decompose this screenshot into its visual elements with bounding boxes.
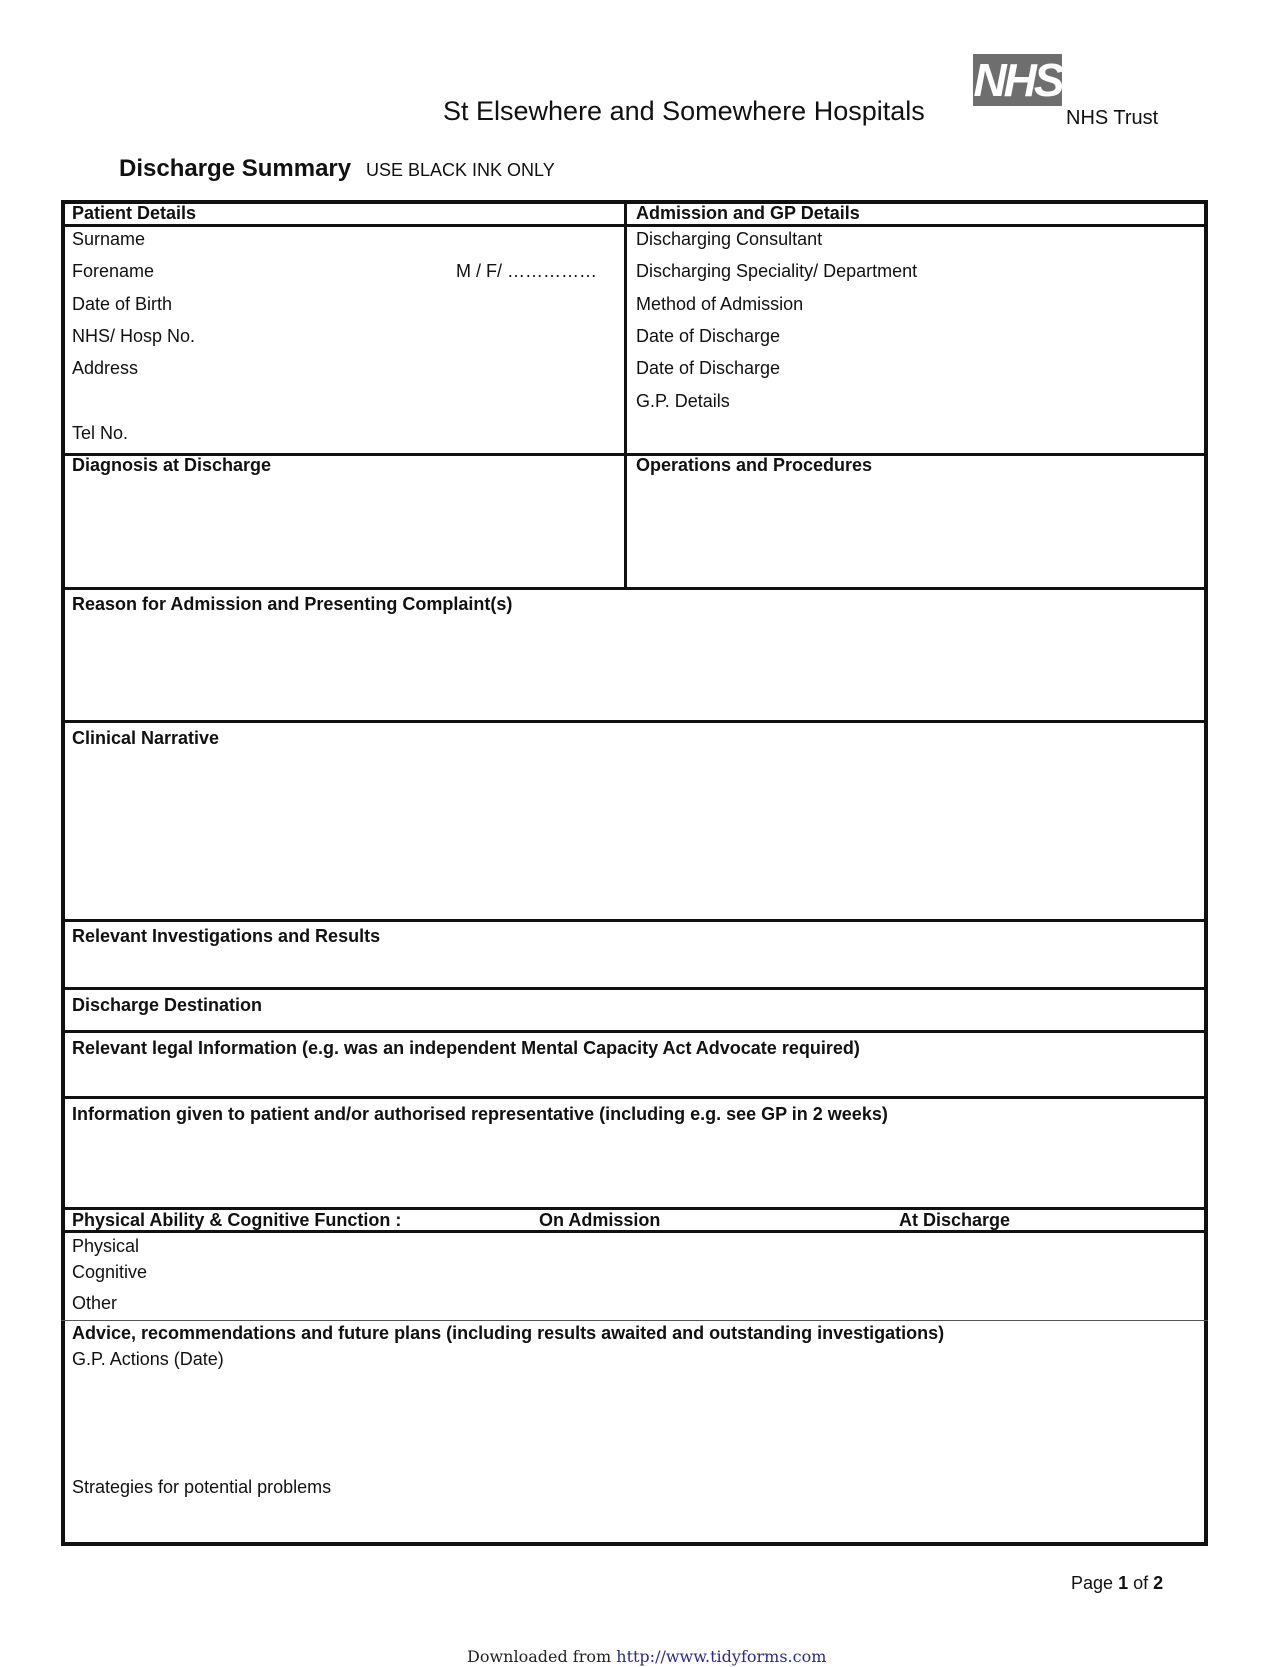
divider-information — [61, 1096, 1208, 1099]
divider-top-header — [61, 224, 1208, 227]
nhs-logo: NHS — [973, 54, 1062, 106]
discharge-date-label: Date of Discharge — [636, 326, 781, 346]
advice-heading: Advice, recommendations and future plans (including results awaited and outstanding investigations) — [72, 1323, 945, 1343]
reason-heading: Reason for Admission and Presenting Complaint(s) — [72, 594, 513, 614]
tel-label: Tel No. — [72, 423, 129, 443]
nhs-no-label: NHS/ Hosp No. — [72, 326, 196, 346]
surname-label: Surname — [72, 229, 146, 249]
sex-field: M / F/ …………… — [456, 261, 597, 281]
physical-label: Physical — [72, 1236, 140, 1256]
divider-reason — [61, 587, 1208, 590]
divider-destination — [61, 987, 1208, 990]
page-current: 1 — [1118, 1573, 1129, 1593]
column-divider — [624, 200, 627, 588]
operations-heading: Operations and Procedures — [636, 455, 873, 475]
nhs-trust-label: NHS Trust — [1066, 107, 1159, 129]
address-label: Address — [72, 358, 139, 378]
divider-investigations — [61, 919, 1208, 922]
form-subtitle: USE BLACK INK ONLY — [366, 160, 555, 180]
form-title: Discharge Summary — [119, 155, 352, 182]
form-frame — [61, 200, 1208, 1546]
consultant-label: Discharging Consultant — [636, 229, 823, 249]
page-prefix: Page — [1071, 1573, 1114, 1593]
narrative-heading: Clinical Narrative — [72, 728, 220, 748]
gp-details-label: G.P. Details — [636, 391, 730, 411]
downloaded-from-label: Downloaded from — [467, 1647, 612, 1666]
at-discharge-heading: At Discharge — [899, 1210, 1011, 1230]
dob-label: Date of Birth — [72, 294, 173, 314]
admission-details-heading: Admission and GP Details — [636, 203, 860, 223]
page-total: 2 — [1153, 1573, 1164, 1593]
destination-heading: Discharge Destination — [72, 995, 263, 1015]
divider-narrative — [61, 720, 1208, 723]
diagnosis-heading: Diagnosis at Discharge — [72, 455, 272, 475]
tidyforms-link[interactable]: http://www.tidyforms.com — [616, 1647, 827, 1666]
divider-advice — [61, 1320, 1208, 1321]
hospital-name: St Elsewhere and Somewhere Hospitals — [443, 96, 925, 126]
gp-actions-label: G.P. Actions (Date) — [72, 1349, 224, 1369]
speciality-label: Discharging Speciality/ Department — [636, 261, 918, 281]
investigations-heading: Relevant Investigations and Results — [72, 926, 381, 946]
divider-legal — [61, 1030, 1208, 1033]
information-heading: Information given to patient and/or authorised representative (including e.g. see GP in 2 weeks) — [72, 1104, 888, 1124]
discharge-date-label-2: Date of Discharge — [636, 358, 781, 378]
forename-label: Forename — [72, 261, 155, 281]
on-admission-heading: On Admission — [539, 1210, 661, 1230]
strategies-label: Strategies for potential problems — [72, 1477, 332, 1497]
page-of: of — [1133, 1573, 1149, 1593]
cognitive-label: Cognitive — [72, 1262, 148, 1282]
other-label: Other — [72, 1293, 118, 1313]
download-credit — [467, 1647, 826, 1666]
page-number — [1071, 1573, 1163, 1594]
legal-heading: Relevant legal Information (e.g. was an independent Mental Capacity Act Advocate required) — [72, 1038, 860, 1058]
admission-method-label: Method of Admission — [636, 294, 804, 314]
patient-details-heading: Patient Details — [72, 203, 197, 223]
ability-heading: Physical Ability & Cognitive Function : — [72, 1210, 402, 1230]
